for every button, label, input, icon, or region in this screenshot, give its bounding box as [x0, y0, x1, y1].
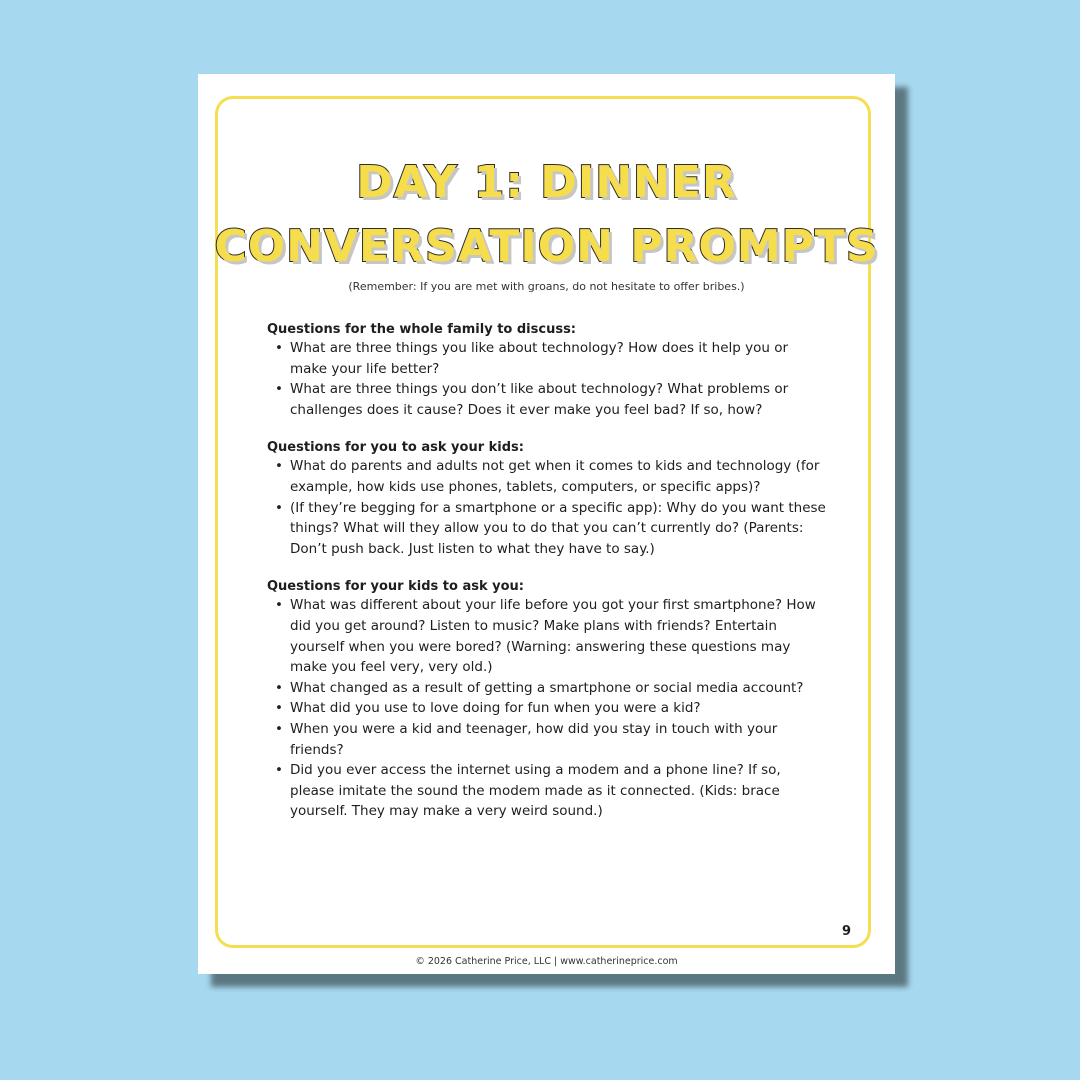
bullet-list	[267, 595, 827, 822]
list-item: • What are three things you don’t like about technology? What problems or challenges does it cause? Does it ever make you feel bad? If so, how?	[267, 379, 827, 420]
list-item: • What was different about your life before you got your first smartphone? How did you get around? Listen to music? Make plans with friends? Entertain yourself when you were bored? (Warning: answering these questions may make you feel very, very old.)	[267, 595, 827, 677]
section-whole-family	[267, 322, 827, 420]
prompt-sections	[267, 322, 827, 842]
section-heading: Questions for your kids to ask you:	[267, 579, 524, 595]
list-item: • (If they’re begging for a smartphone or a specific app): Why do you want these things? What will they allow you to do that you can’t currently do? (Parents: Don’t push back. Just listen to what they have to say.)	[267, 498, 827, 560]
title-line-2: CONVERSATION PROMPTS	[214, 220, 879, 272]
page-title	[198, 151, 895, 279]
page-number: 9	[842, 924, 852, 939]
section-heading: Questions for you to ask your kids:	[267, 440, 524, 456]
list-item: • What changed as a result of getting a smartphone or social media account?	[267, 678, 827, 699]
bullet-list	[267, 456, 827, 559]
list-item: • Did you ever access the internet using a modem and a phone line? If so, please imitate the sound the modem made as it connected. (Kids: brace yourself. They may make a very weird sound.)	[267, 760, 827, 822]
document-page	[198, 74, 895, 974]
list-item: • When you were a kid and teenager, how did you stay in touch with your friends?	[267, 719, 827, 760]
list-item: • What are three things you like about technology? How does it help you or make your life better?	[267, 338, 827, 379]
list-item: • What did you use to love doing for fun when you were a kid?	[267, 698, 827, 719]
title-line-1: DAY 1: DINNER	[356, 157, 737, 208]
list-item: • What do parents and adults not get when it comes to kids and technology (for example, how kids use phones, tablets, computers, or specific apps)?	[267, 456, 827, 497]
bullet-list	[267, 338, 827, 420]
copyright-footer: © 2026 Catherine Price, LLC | www.catherineprice.com	[415, 956, 678, 967]
section-kids-ask-you	[267, 579, 827, 822]
subtitle-note: (Remember: If you are met with groans, do not hesitate to offer bribes.)	[348, 280, 745, 293]
section-heading: Questions for the whole family to discuss:	[267, 322, 577, 337]
section-ask-kids	[267, 440, 827, 559]
